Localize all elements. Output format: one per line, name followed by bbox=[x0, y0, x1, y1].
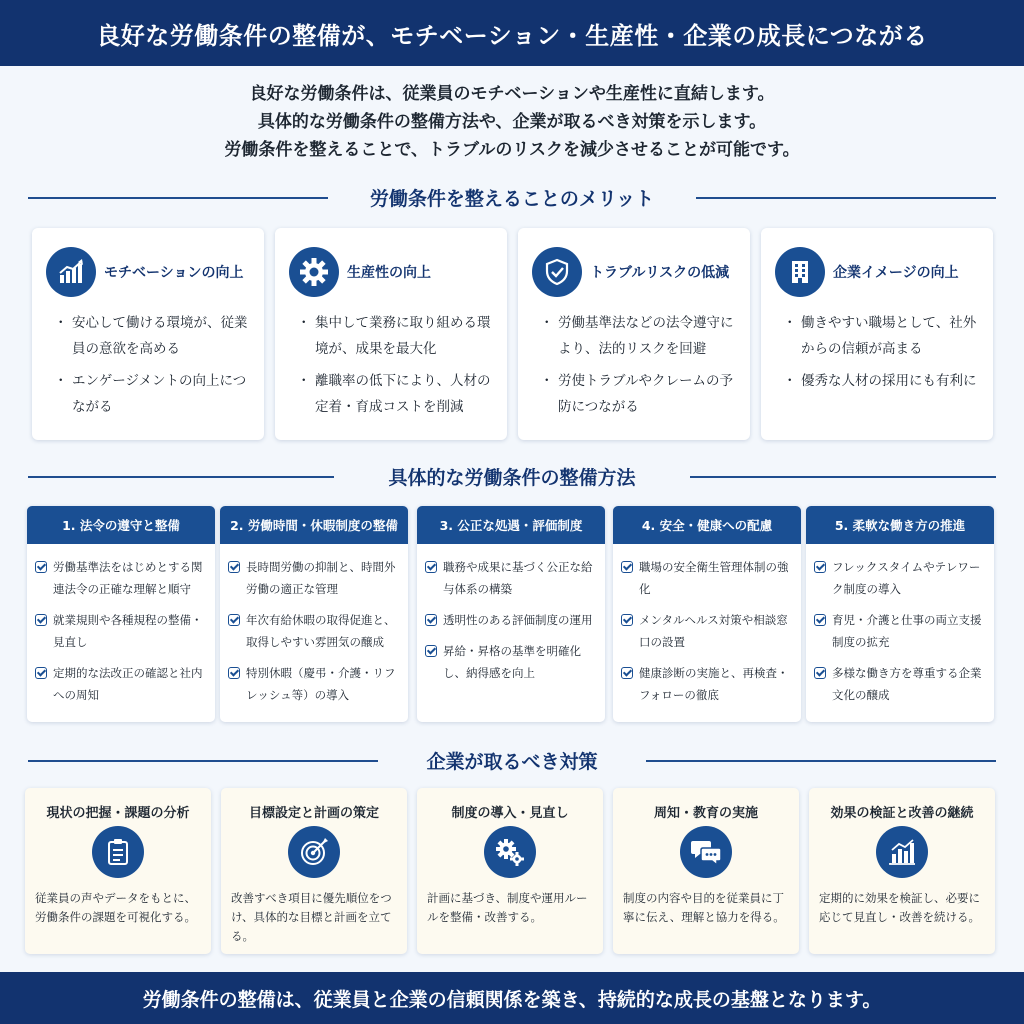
checkbox-icon bbox=[814, 561, 826, 573]
method-list bbox=[806, 544, 994, 706]
merit-item: ・ 働きやすい職場として、社外からの信頼が高まる bbox=[787, 310, 983, 362]
heading-rule-right bbox=[696, 197, 996, 199]
actions-title: 企業が取るべき対策 bbox=[412, 747, 611, 774]
merit-card-image bbox=[761, 228, 993, 440]
method-item: 育児・介護と仕事の両立支援制度の拡充 bbox=[814, 609, 988, 653]
heading-rule-left bbox=[28, 197, 328, 199]
action-description: 計画に基づき、制度や運用ルールを整備・改善する。 bbox=[427, 891, 588, 924]
merit-list bbox=[58, 310, 254, 426]
action-card-education bbox=[613, 788, 799, 954]
shield-check-icon bbox=[532, 247, 582, 297]
checkbox-icon bbox=[425, 614, 437, 626]
method-card-hours bbox=[220, 506, 408, 722]
method-item: 昇給・昇格の基準を明確化し、納得感を向上 bbox=[425, 640, 599, 684]
checkbox-icon bbox=[621, 614, 633, 626]
method-item: 年次有給休暇の取得促進と、取得しやすい雰囲気の醸成 bbox=[228, 609, 402, 653]
action-card-verification bbox=[809, 788, 995, 954]
heading-rule-left bbox=[28, 760, 378, 762]
checkbox-icon bbox=[621, 561, 633, 573]
action-title: 周知・教育の実施 bbox=[653, 806, 758, 821]
methods-section-heading bbox=[0, 461, 1024, 491]
merit-item: ・ 優秀な人材の採用にも有利に bbox=[787, 368, 983, 394]
intro-line-3: 労働条件を整えることで、トラブルのリスクを減少させることが可能です。 bbox=[224, 140, 800, 160]
method-card-title: 2. 労働時間・休暇制度の整備 bbox=[220, 506, 408, 544]
target-icon bbox=[288, 826, 340, 878]
method-item: 長時間労働の抑制と、時間外労働の適正な管理 bbox=[228, 556, 402, 600]
action-description: 改善すべき項目に優先順位をつけ、具体的な目標と計画を立てる。 bbox=[231, 891, 392, 943]
intro-line-1: 良好な労働条件は、従業員のモチベーションや生産性に直結します。 bbox=[249, 84, 775, 104]
method-item: 職場の安全衛生管理体制の強化 bbox=[621, 556, 795, 600]
action-description: 定期的に効果を検証し、必要に応じて見直し・改善を続ける。 bbox=[819, 891, 980, 924]
method-card-evaluation bbox=[417, 506, 605, 722]
merits-section-heading bbox=[0, 182, 1024, 212]
methods-title: 具体的な労働条件の整備方法 bbox=[374, 463, 649, 490]
merit-title: トラブルリスクの低減 bbox=[590, 265, 730, 281]
checkbox-icon bbox=[35, 614, 47, 626]
merit-item: ・ 離職率の低下により、人材の定着・育成コストを削減 bbox=[301, 368, 497, 420]
method-list bbox=[613, 544, 801, 706]
bar-chart-icon bbox=[876, 826, 928, 878]
merit-item: ・ 集中して業務に取り組める環境が、成果を最大化 bbox=[301, 310, 497, 362]
gears-icon bbox=[484, 826, 536, 878]
action-description: 制度の内容や目的を従業員に丁寧に伝え、理解と協力を得る。 bbox=[623, 891, 785, 924]
intro-text bbox=[0, 80, 1024, 164]
method-item: 健康診断の実施と、再検査・フォローの徹底 bbox=[621, 662, 795, 706]
footer-message: 労働条件の整備は、従業員と企業の信頼関係を築き、持続的な成長の基盤となります。 bbox=[0, 972, 1024, 1024]
gear-icon bbox=[289, 247, 339, 297]
merit-item: ・ 労使トラブルやクレームの予防につながる bbox=[544, 368, 740, 420]
speech-bubbles-icon bbox=[680, 826, 732, 878]
chart-up-icon bbox=[46, 247, 96, 297]
merit-title: 生産性の向上 bbox=[347, 265, 431, 281]
checkbox-icon bbox=[228, 561, 240, 573]
method-card-legal bbox=[27, 506, 215, 722]
method-item: メンタルヘルス対策や相談窓口の設置 bbox=[621, 609, 795, 653]
merit-list bbox=[787, 310, 983, 400]
action-title: 現状の把握・課題の分析 bbox=[46, 806, 190, 821]
merit-item: ・ 安心して働ける環境が、従業員の意欲を高める bbox=[58, 310, 254, 362]
checkbox-icon bbox=[814, 667, 826, 679]
method-card-safety bbox=[613, 506, 801, 722]
checkbox-icon bbox=[228, 614, 240, 626]
action-title: 効果の検証と改善の継続 bbox=[830, 806, 974, 821]
merit-list bbox=[544, 310, 740, 426]
checkbox-icon bbox=[228, 667, 240, 679]
merit-card-productivity bbox=[275, 228, 507, 440]
method-item: フレックスタイムやテレワーク制度の導入 bbox=[814, 556, 988, 600]
method-card-title: 5. 柔軟な働き方の推進 bbox=[806, 506, 994, 544]
clipboard-icon bbox=[92, 826, 144, 878]
method-item: 職務や成果に基づく公正な給与体系の構築 bbox=[425, 556, 599, 600]
method-card-title: 4. 安全・健康への配慮 bbox=[613, 506, 801, 544]
method-list bbox=[220, 544, 408, 706]
merit-item: ・ 労働基準法などの法令遵守により、法的リスクを回避 bbox=[544, 310, 740, 362]
merit-card-motivation bbox=[32, 228, 264, 440]
checkbox-icon bbox=[425, 561, 437, 573]
checkbox-icon bbox=[814, 614, 826, 626]
action-card-analysis bbox=[25, 788, 211, 954]
merit-title: モチベーションの向上 bbox=[104, 265, 244, 281]
intro-line-2: 具体的な労働条件の整備方法や、企業が取るべき対策を示します。 bbox=[257, 112, 767, 132]
checkbox-icon bbox=[35, 667, 47, 679]
method-list bbox=[417, 544, 605, 684]
method-list bbox=[27, 544, 215, 706]
method-item: 労働基準法をはじめとする関連法令の正確な理解と順守 bbox=[35, 556, 209, 600]
action-description: 従業員の声やデータをもとに、労働条件の課題を可視化する。 bbox=[35, 891, 196, 924]
merit-card-risk bbox=[518, 228, 750, 440]
merit-item: ・ エンゲージメントの向上につながる bbox=[58, 368, 254, 420]
action-card-introduction bbox=[417, 788, 603, 954]
action-title: 制度の導入・見直し bbox=[451, 806, 569, 821]
building-icon bbox=[775, 247, 825, 297]
heading-rule-right bbox=[646, 760, 996, 762]
heading-rule-right bbox=[690, 476, 996, 478]
heading-rule-left bbox=[28, 476, 334, 478]
merit-title: 企業イメージの向上 bbox=[833, 265, 959, 281]
method-item: 定期的な法改正の確認と社内への周知 bbox=[35, 662, 209, 706]
action-title: 目標設定と計画の策定 bbox=[248, 806, 379, 821]
method-card-title: 1. 法令の遵守と整備 bbox=[27, 506, 215, 544]
action-card-planning bbox=[221, 788, 407, 954]
method-card-flexible bbox=[806, 506, 994, 722]
page-title: 良好な労働条件の整備が、モチベーション・生産性・企業の成長につながる bbox=[0, 0, 1024, 66]
method-item: 透明性のある評価制度の運用 bbox=[425, 609, 599, 631]
method-item: 特別休暇（慶弔・介護・リフレッシュ等）の導入 bbox=[228, 662, 402, 706]
method-item: 就業規則や各種規程の整備・見直し bbox=[35, 609, 209, 653]
method-item: 多様な働き方を尊重する企業文化の醸成 bbox=[814, 662, 988, 706]
checkbox-icon bbox=[35, 561, 47, 573]
merit-list bbox=[301, 310, 497, 426]
actions-section-heading bbox=[0, 745, 1024, 775]
checkbox-icon bbox=[621, 667, 633, 679]
method-card-title: 3. 公正な処遇・評価制度 bbox=[417, 506, 605, 544]
merits-title: 労働条件を整えることのメリット bbox=[356, 184, 668, 211]
checkbox-icon bbox=[425, 645, 437, 657]
